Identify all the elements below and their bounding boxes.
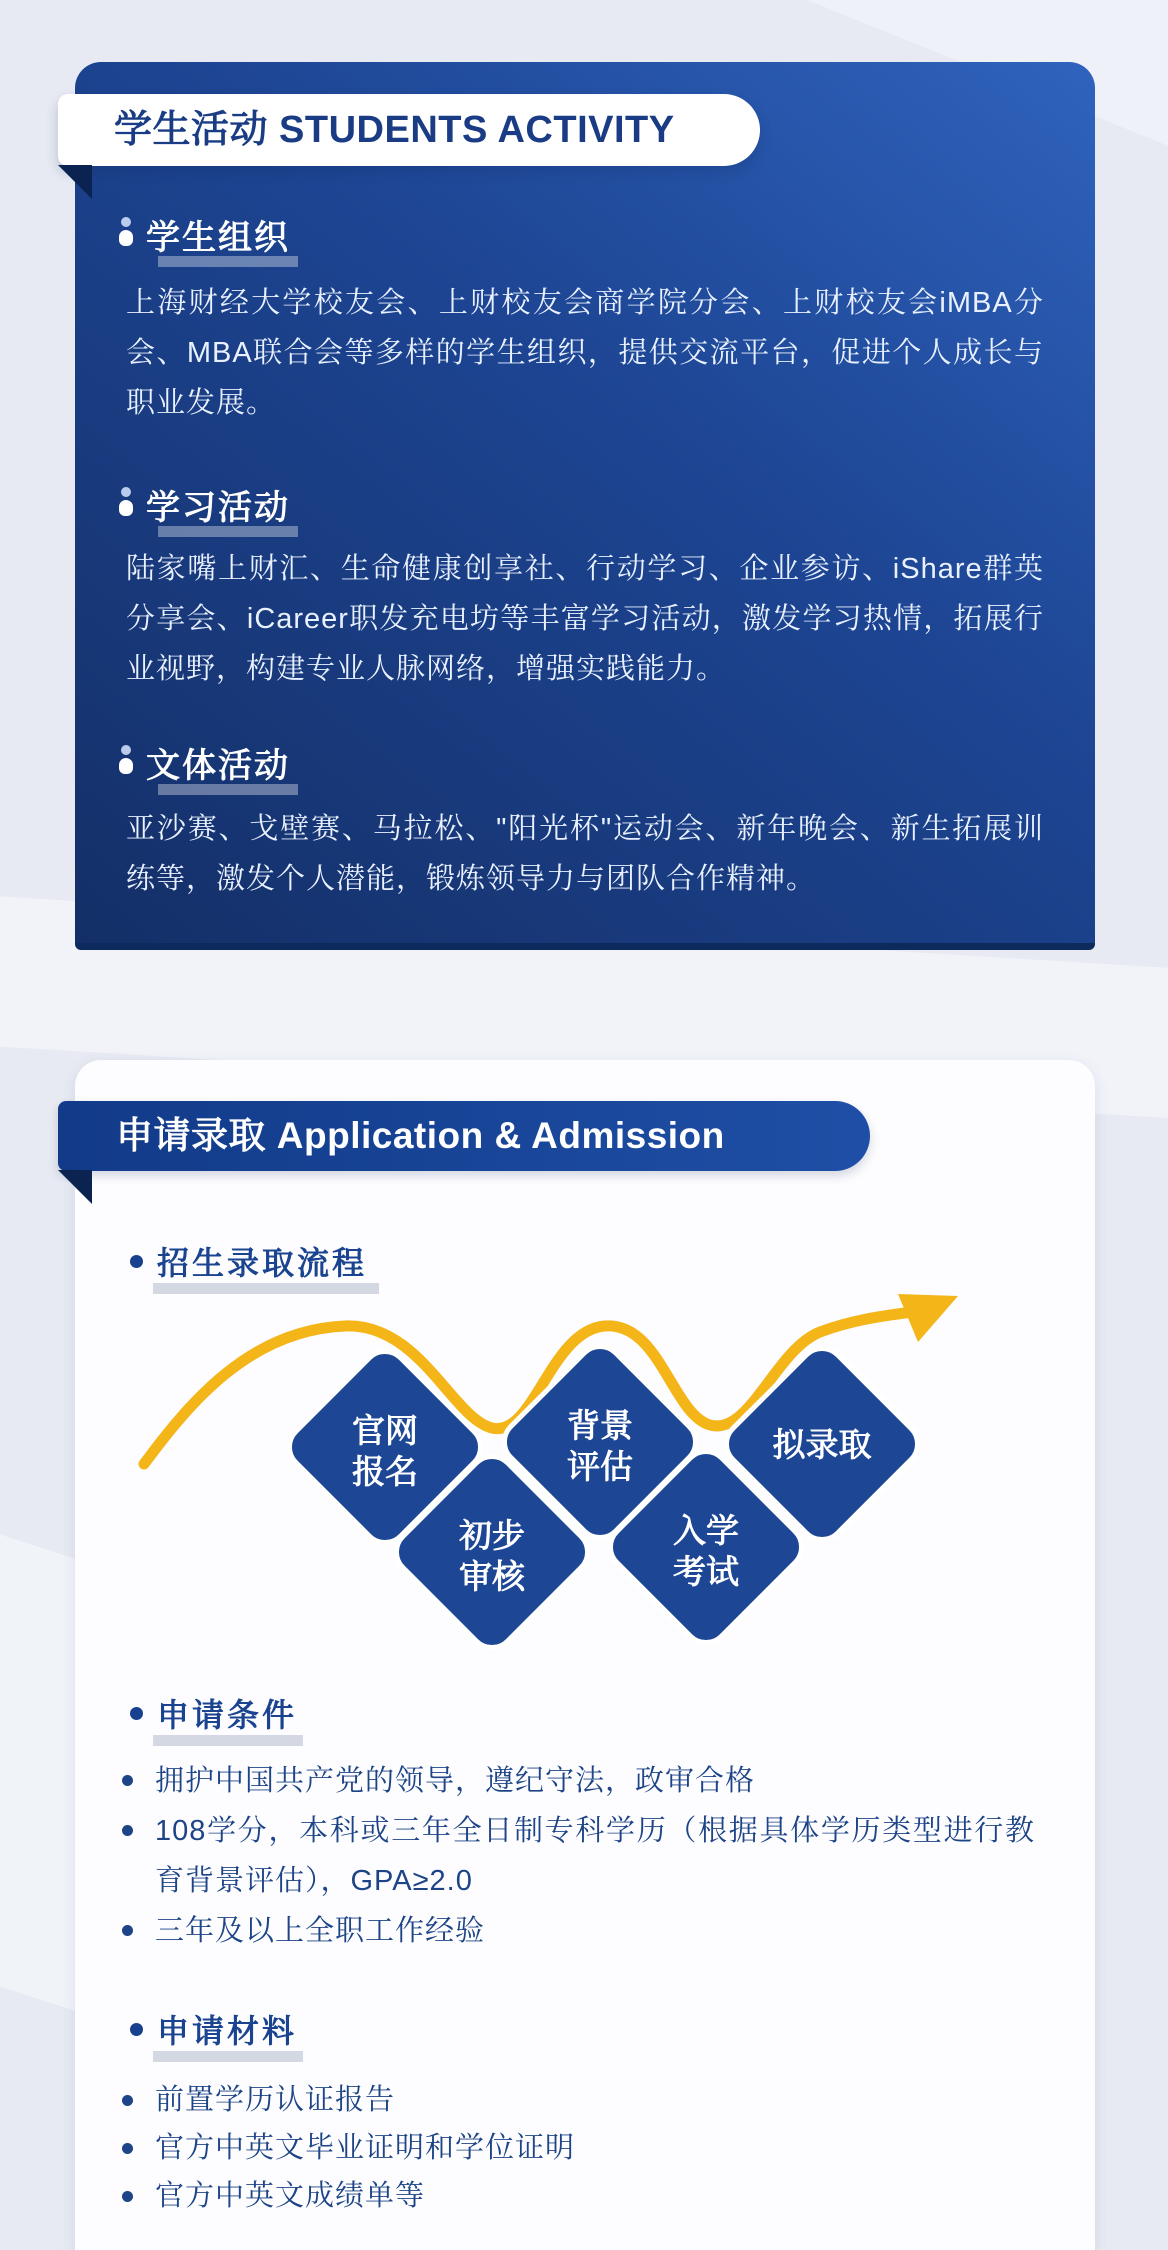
list-item: 前置学历认证报告 (122, 2076, 1052, 2124)
heading-admission-process (130, 1240, 367, 1282)
heading-underline (158, 526, 298, 537)
person-icon (118, 215, 134, 253)
section-heading-label: 学习活动 (146, 480, 290, 529)
list-item: 三年及以上全职工作经验 (122, 1906, 1052, 1956)
section-body-student-orgs: 上海财经大学校友会、上财校友会商学院分会、上财校友会iMBA分会、MBA联合会等多样的学生组织，提供交流平台，促进个人成长与职业发展。 (126, 287, 1044, 419)
bullet-dot-icon (130, 2023, 143, 2036)
section-heading-label: 文体活动 (146, 738, 290, 787)
list-item: 108学分，本科或三年全日制专科学历（根据具体学历类型进行教育背景评估），GPA≥2.0 (122, 1806, 1052, 1906)
conditions-list (122, 1756, 1052, 1956)
section-body-sports: 亚沙赛、戈壁赛、马拉松、"阳光杯"运动会、新年晚会、新生拓展训练等，激发个人潜能，锻炼领导力与团队合作精神。 (126, 813, 1044, 895)
heading-underline (158, 784, 298, 795)
step-3-label-line2: 评估 (567, 1448, 633, 1485)
heading-application-materials (130, 2008, 297, 2050)
section-heading-sports (118, 740, 290, 784)
bullet-dot-icon (122, 2191, 133, 2202)
list-item: 官方中英文成绩单等 (122, 2172, 1052, 2220)
heading-underline (153, 1735, 303, 1746)
students-activity-title: 学生活动 STUDENTS ACTIVITY (58, 94, 760, 166)
materials-list (122, 2076, 1052, 2220)
section-heading-student-orgs (118, 212, 290, 256)
bullet-dot-icon (122, 1775, 133, 1786)
section-heading-label: 学生组织 (146, 210, 290, 259)
heading-underline (153, 2051, 303, 2062)
bullet-dot-icon (122, 1925, 133, 1936)
bullet-dot-icon (122, 1825, 133, 1836)
section-heading-learning (118, 482, 290, 526)
step-3-label-line1: 背景 (567, 1407, 633, 1444)
bullet-dot-icon (122, 2095, 133, 2106)
step-5-label: 拟录取 (772, 1426, 872, 1463)
step-2-label-line2: 审核 (459, 1558, 525, 1595)
bullet-dot-icon (122, 2143, 133, 2154)
list-item: 拥护中国共产党的领导，遵纪守法，政审合格 (122, 1756, 1052, 1806)
person-icon (118, 743, 134, 781)
section-body-learning: 陆家嘴上财汇、生命健康创享社、行动学习、企业参访、iShare群英分享会、iCareer职发充电坊等丰富学习活动，激发学习热情，拓展行业视野，构建专业人脉网络，增强实践能力。 (126, 553, 1044, 685)
application-admission-title: 申请录取 Application & Admission (58, 1101, 870, 1171)
heading-application-conditions (130, 1692, 297, 1734)
step-4-label-line1: 入学 (673, 1512, 739, 1549)
bullet-dot-icon (130, 1707, 143, 1720)
admission-process-diagram (130, 1292, 1060, 1692)
list-item: 官方中英文毕业证明和学位证明 (122, 2124, 1052, 2172)
step-1-label-line1: 官网 (352, 1412, 418, 1449)
bullet-dot-icon (130, 1255, 143, 1268)
step-4-label-line2: 考试 (673, 1553, 739, 1590)
heading-underline (158, 256, 298, 267)
step-1-label-line2: 报名 (352, 1453, 418, 1490)
heading-label: 申请条件 (157, 1690, 297, 1736)
person-icon (118, 485, 134, 523)
heading-label: 申请材料 (157, 2006, 297, 2052)
step-2-label-line1: 初步 (459, 1517, 525, 1554)
heading-label: 招生录取流程 (157, 1238, 367, 1284)
